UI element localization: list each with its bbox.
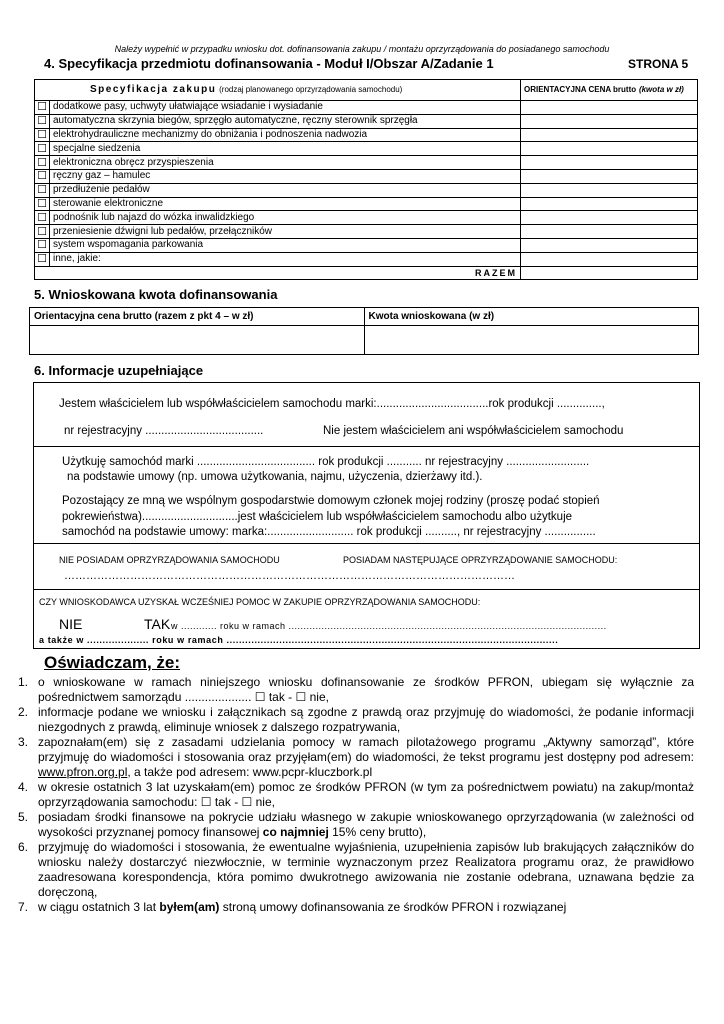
item-label: przeniesienie dźwigni lub pedałów, przełączników [50, 225, 521, 239]
previous-help-question: CZY WNIOSKODAWCA UZYSKAŁ WCZEŚNIEJ POMOC W ZAKUPIE OPRZYRZĄDOWANIA SAMOCHODU: [39, 597, 481, 607]
item-label: elektrohydrauliczne mechanizmy do obniżania i podnoszenia nadwozia [50, 128, 521, 142]
item-checkbox[interactable]: ☐ [35, 156, 50, 170]
item-checkbox[interactable]: ☐ [35, 114, 50, 128]
price-header-unit: (kwota w zł) [638, 85, 684, 94]
item-label: podnośnik lub najazd do wózka inwalidzkiego [50, 211, 521, 225]
section-5-title: 5. Wnioskowana kwota dofinansowania [34, 287, 278, 302]
additional-info-box [33, 382, 700, 649]
declaration-list [18, 675, 694, 915]
owner-line-2b: Nie jestem właścicielem ani współwłaścicielem samochodu [323, 425, 624, 437]
spec-header [35, 80, 521, 101]
item-label: sterowanie elektroniczne [50, 197, 521, 211]
table-row [35, 169, 698, 183]
prev-line-2: a także w .................... roku w ramach ........................................................................................................... [39, 635, 559, 645]
table-row [35, 156, 698, 170]
no-equipment-label: NIE POSIADAM OPRZYRZĄDOWANIA SAMOCHODU [59, 555, 280, 565]
item-checkbox[interactable]: ☐ [35, 128, 50, 142]
item-price-field[interactable] [521, 225, 698, 239]
item-price-field[interactable] [521, 183, 698, 197]
list-item: 4. w okresie ostatnich 3 lat uzyskałam(em) pomoc ze środków PFRON (w tym za pośrednictwem powiatu) na zakup/montaż oprzyrządowania samochodu: ☐ tak - ☐ nie, [18, 780, 694, 809]
section-4-title: 4. Specyfikacja przedmiotu dofinansowania - Moduł I/Obszar A/Zadanie 1 [44, 56, 494, 71]
item-checkbox[interactable]: ☐ [35, 225, 50, 239]
item-price-field[interactable] [521, 197, 698, 211]
requested-amount-header: Kwota wnioskowana (w zł) [364, 308, 699, 326]
prev-no: NIE [59, 616, 83, 632]
spec-title: Specyfikacja zakupu [90, 84, 217, 95]
pfron-link[interactable]: www.pfron.org.pl [38, 765, 128, 779]
table-row [35, 142, 698, 156]
gross-price-header: Orientacyjna cena brutto (razem z pkt 4 – w zł) [30, 308, 365, 326]
owner-line-1: Jestem właścicielem lub współwłaścicielem samochodu marki:...................................rok produkcji .............., [59, 398, 605, 410]
table-row [35, 197, 698, 211]
use-line-2: na podstawie umowy (np. umowa użytkowania, najmu, użyczenia, dzierżawy itd.). [67, 471, 483, 483]
item-price-field[interactable] [521, 211, 698, 225]
item-label: przedłużenie pedałów [50, 183, 521, 197]
price-header-label: ORIENTACYJNA CENA brutto [524, 85, 637, 94]
divider [34, 446, 699, 447]
specification-table [34, 79, 698, 280]
amount-table [29, 307, 699, 355]
table-row [35, 183, 698, 197]
list-item: 6. przyjmuję do wiadomości i stosowania, że ewentualne wyjaśnienia, uzupełnienia zapisów lub brakujących załączników do wniosku należy dostarczyć niezwłocznie, w terminie wyznaczonym przez Realizatora programu oraz, że prawidłowo zaadresowana korespondencja, która pomimo dwukrotnego awizowania nie zostanie odebrana, uznawana będzie za doręczoną, [18, 840, 694, 899]
equipment-dots: …………………………………………………………………………………………………………… [64, 570, 515, 582]
item-label: elektroniczna obręcz przyspieszenia [50, 156, 521, 170]
prev-line-1: w ............ roku w ramach .......................................................................................................... [171, 621, 607, 631]
item-label: inne, jakie: [50, 252, 521, 266]
item-checkbox[interactable]: ☐ [35, 252, 50, 266]
total-price-field[interactable] [521, 266, 698, 280]
family-line-1: Pozostający ze mną we wspólnym gospodarstwie domowym członek mojej rodziny (proszę podać stopień [62, 495, 600, 507]
page-number: STRONA 5 [628, 57, 689, 71]
family-line-2: pokrewieństwa)..............................jest właścicielem lub współwłaścicielem samochodu albo użytkuje [62, 511, 573, 523]
prev-yes: TAK [144, 616, 171, 632]
item-label: specjalne siedzenia [50, 142, 521, 156]
item-price-field[interactable] [521, 238, 698, 252]
table-row [35, 252, 698, 266]
list-item: 3. zapoznałam(em) się z zasadami udzielania pomocy w ramach pilotażowego programu „Aktywny samorząd”, które przyjmuję do wiadomości i stosowania oraz przyjęłam(em) do wiadomości, że tekst programu jest dostępny pod adresem: www.pfron.org.pl, a także pod adresem: www.pcpr-kluczbork.pl [18, 735, 694, 779]
item-checkbox[interactable]: ☐ [35, 183, 50, 197]
list-item: 5. posiadam środki finansowe na pokrycie udziału własnego w zakupie wnioskowanego oprzyrządowania (w zależności od wysokości przyznanej pomocy finansowej co najmniej 15% ceny brutto), [18, 810, 694, 839]
gross-price-field[interactable] [30, 326, 365, 355]
item-price-field[interactable] [521, 169, 698, 183]
item-checkbox[interactable]: ☐ [35, 101, 50, 115]
table-row [35, 211, 698, 225]
table-row [35, 128, 698, 142]
list-item: 1. o wnioskowane w ramach niniejszego wniosku dofinansowanie ze środków PFRON, ubiegam się wyłącznie za pośrednictwem samorządu .................... ☐ tak - ☐ nie, [18, 675, 694, 704]
use-line-1: Użytkuję samochód marki ..................................... rok produkcji ........... nr rejestracyjny .......................... [62, 456, 590, 468]
item-checkbox[interactable]: ☐ [35, 169, 50, 183]
item-checkbox[interactable]: ☐ [35, 238, 50, 252]
item-label: system wspomagania parkowania [50, 238, 521, 252]
total-label: RAZEM [35, 266, 521, 280]
item-price-field[interactable] [521, 101, 698, 115]
divider [34, 589, 699, 590]
list-item: 7. w ciągu ostatnich 3 lat byłem(am) stroną umowy dofinansowania ze środków PFRON i rozwiązanej [18, 900, 567, 914]
item-price-field[interactable] [521, 128, 698, 142]
table-row [35, 225, 698, 239]
has-equipment-label: POSIADAM NASTĘPUJĄCE OPRZYRZĄDOWANIE SAMOCHODU: [343, 555, 618, 565]
item-label: ręczny gaz – hamulec [50, 169, 521, 183]
section-6-title: 6. Informacje uzupełniające [34, 363, 204, 378]
family-line-3: samochód na podstawie umowy: marka:........................... rok produkcji .........., nr rejestracyjny ................ [62, 526, 596, 538]
divider [34, 543, 699, 544]
item-price-field[interactable] [521, 156, 698, 170]
table-row [35, 114, 698, 128]
table-row [35, 101, 698, 115]
item-checkbox[interactable]: ☐ [35, 197, 50, 211]
item-price-field[interactable] [521, 142, 698, 156]
spec-subtitle: (rodzaj planowanego oprzyrządowania samochodu) [219, 85, 403, 94]
requested-amount-field[interactable] [364, 326, 699, 355]
item-price-field[interactable] [521, 114, 698, 128]
item-checkbox[interactable]: ☐ [35, 211, 50, 225]
owner-line-2a: nr rejestracyjny ..................................... [64, 425, 264, 437]
form-note: Należy wypełnić w przypadku wniosku dot. dofinansowania zakupu / montażu oprzyrządowania do posiadanego samochodu [114, 44, 610, 54]
item-price-field[interactable] [521, 252, 698, 266]
list-item: 2. informacje podane we wniosku i załącznikach są zgodne z prawdą oraz przyjmuję do wiadomości, że podanie informacji niezgodnych z prawdą, eliminuje wniosek z dalszego rozpatrywania, [18, 705, 694, 734]
item-label: dodatkowe pasy, uchwyty ułatwiające wsiadanie i wysiadanie [50, 101, 521, 115]
price-header [521, 80, 698, 101]
table-row [35, 238, 698, 252]
item-label: automatyczna skrzynia biegów, sprzęgło automatyczne, ręczny sterownik sprzęgła [50, 114, 521, 128]
item-checkbox[interactable]: ☐ [35, 142, 50, 156]
declaration-title: Oświadczam, że: [44, 653, 181, 672]
